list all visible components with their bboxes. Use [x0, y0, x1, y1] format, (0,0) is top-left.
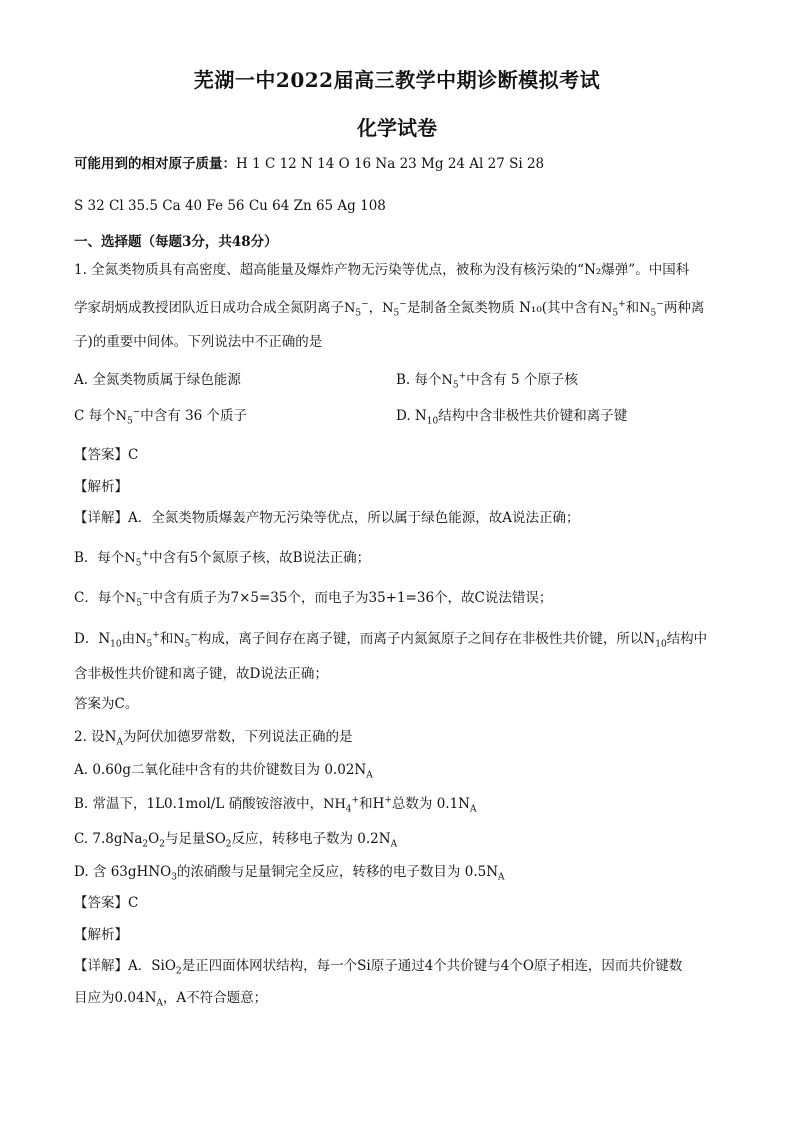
q1-option-c: C 每个$N_5^-$中含有 36 个质子 — [74, 407, 248, 427]
q1-analysis-label: 【解析】 — [74, 479, 128, 495]
q2-option-b: B. 常温下，1L0.1mol/L 硝酸铵溶液中，$NH_4^+$和H+总数为 $0.1N_A$ — [74, 795, 477, 815]
q2-detail-a-line-2: 目应为$0.04N_A$，A不符合题意； — [74, 990, 268, 1009]
q1-detail-d-line-1: D．$N_{10}$由$N_5^+$和$N_5^-$构成，离子间存在离子键，而离子内氮氮原子之间存在非极性共价键，所以$N_{10}$结构中 — [74, 630, 708, 650]
q1-stem-line-1: 1. 全氮类物质具有高密度、超高能量及爆炸产物无污染等优点，被称为没有核污染的“N₂爆弹”。中国科 — [74, 262, 690, 278]
q1-detail-c: C．每个$N_5^-$中含有质子为7×5=35个，而电子为35+1=36个，故C说法错误； — [74, 589, 553, 609]
q2-analysis-label: 【解析】 — [74, 927, 128, 943]
q1-stem-line-2: 学家胡炳成教授团队近日成功合成全氮阴离子$N_5^-$，$N_5^-$是制备全氮类物质 N₁₀(其中含有$N_5^+$和$N_5^-$两种离 — [74, 299, 705, 319]
q1-conclusion: 答案为C。 — [74, 696, 139, 712]
q2-answer: 【答案】C — [74, 895, 139, 911]
q1-option-a: A. 全氮类物质属于绿色能源 — [74, 372, 241, 388]
q2-stem: 2. 设$N_A$为阿伏加德罗常数，下列说法正确的是 — [74, 729, 353, 748]
q1-option-d: D. $N_{10}$结构中含非极性共价键和离子键 — [396, 408, 628, 427]
q2-detail-a-line-1: 【详解】A．SiO$_2$是正四面体网状结构，每一个Si原子通过4个共价键与4个O原子相连，因而共价键数 — [74, 958, 683, 977]
atomic-mass-line-1: 可能用到的相对原子质量：H 1 C 12 N 14 O 16 Na 23 Mg 24 Al 27 Si 28 — [74, 156, 545, 172]
q1-answer: 【答案】C — [74, 447, 139, 463]
atomic-mass-line-2: S 32 Cl 35.5 Ca 40 Fe 56 Cu 64 Zn 65 Ag 108 — [74, 198, 386, 214]
exam-subtitle: 化学试卷 — [357, 116, 437, 140]
q1-option-b: B. 每个$N_5^+$中含有 5 个原子核 — [396, 371, 578, 391]
q1-detail-a: 【详解】A．全氮类物质爆轰产物无污染等优点，所以属于绿色能源，故A说法正确； — [74, 510, 580, 526]
q1-stem-line-3: 子)的重要中间体。下列说法中不正确的是 — [74, 334, 323, 350]
q2-option-d: D. 含 63gHNO$_3$的浓硝酸与足量铜完全反应，转移的电子数目为 $0.5N_A$ — [74, 864, 505, 883]
exam-title: 芜湖一中2022届高三教学中期诊断模拟考试 — [193, 68, 601, 92]
q1-detail-d-line-2: 含非极性共价键和离子键，故D说法正确； — [74, 666, 328, 682]
q2-option-c: C. $7.8gNa_2O_2$与足量$SO_2$反应，转移电子数为 $0.2N_A$ — [74, 831, 398, 850]
q1-detail-b: B．每个$N_5^+$中含有5个氮原子核，故B说法正确； — [74, 549, 371, 569]
section-heading: 一、选择题（每题3分，共48分） — [74, 234, 278, 250]
q2-option-a: A. 0.60g二氧化硅中含有的共价键数目为 $0.02N_A$ — [74, 762, 373, 781]
